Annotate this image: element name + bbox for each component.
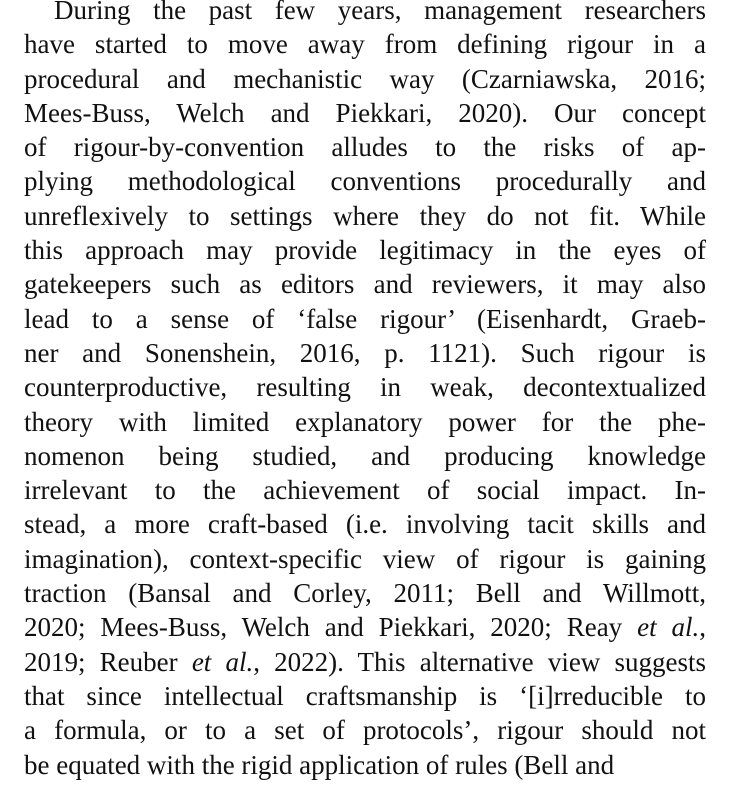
text-segment: a formula, or to a set of protocols’, rigour should not <box>24 715 706 746</box>
text-line <box>24 576 706 610</box>
text-line <box>24 370 706 404</box>
text-segment: Mees-Buss, Welch and Piekkari, 2020). Our concept <box>24 97 706 128</box>
text-line <box>24 27 706 61</box>
text-segment: stead, a more craft-based (i.e. involving tacit skills and <box>24 509 706 540</box>
text-line <box>24 233 706 267</box>
text-segment: counterproductive, resulting in weak, decontextualized <box>24 372 706 403</box>
text-line <box>24 610 706 644</box>
text-line <box>24 336 706 370</box>
text-line <box>24 679 706 713</box>
text-segment: traction (Bansal and Corley, 2011; Bell and Willmott, <box>24 578 706 609</box>
text-segment: imagination), context-specific view of rigour is gaining <box>24 543 706 574</box>
text-segment: lead to a sense of ‘false rigour’ (Eisenhardt, Graeb- <box>24 303 706 334</box>
text-segment: During the past few years, management researchers <box>54 0 706 25</box>
text-segment: ner and Sonenshein, 2016, p. 1121). Such rigour is <box>24 337 706 368</box>
text-segment: theory with limited explanatory power for the phe- <box>24 406 706 437</box>
text-line <box>24 0 706 27</box>
text-line <box>24 267 706 301</box>
text-line <box>24 199 706 233</box>
text-segment: unreflexively to settings where they do not fit. While <box>24 200 706 231</box>
italic-citation-text: et al. <box>637 612 700 643</box>
text-line <box>24 507 706 541</box>
text-line <box>24 302 706 336</box>
text-line <box>24 130 706 164</box>
text-segment: gatekeepers such as editors and reviewers, it may also <box>24 269 706 300</box>
italic-citation-text: et al. <box>191 646 254 677</box>
text-segment: , <box>699 612 706 643</box>
text-segment: 2020; Mees-Buss, Welch and Piekkari, 2020; Reay <box>24 612 638 643</box>
text-segment: 2019; Reuber <box>24 646 192 677</box>
text-segment: nomenon being studied, and producing knowledge <box>24 440 706 471</box>
text-line <box>24 405 706 439</box>
text-segment: of rigour-by-convention alludes to the risks of ap- <box>24 132 706 163</box>
text-segment: this approach may provide legitimacy in the eyes of <box>24 235 706 266</box>
text-segment: , 2022). This alternative view suggests <box>253 646 706 677</box>
text-segment: have started to move away from defining rigour in a <box>24 29 706 60</box>
text-segment: plying methodological conventions procedurally and <box>24 166 706 197</box>
text-line <box>24 713 706 747</box>
text-line <box>24 542 706 576</box>
text-segment: be equated with the rigid application of rules (Bell and <box>24 749 615 780</box>
text-segment: that since intellectual craftsmanship is ‘[i]rreducible to <box>24 680 706 711</box>
text-segment: procedural and mechanistic way (Czarniawska, 2016; <box>24 63 706 94</box>
text-line <box>24 748 706 782</box>
text-line <box>24 62 706 96</box>
text-line <box>24 164 706 198</box>
text-line <box>24 645 706 679</box>
text-segment: irrelevant to the achievement of social impact. In- <box>24 475 706 506</box>
text-line <box>24 439 706 473</box>
text-line <box>24 473 706 507</box>
text-line <box>24 96 706 130</box>
body-paragraph <box>24 0 706 782</box>
